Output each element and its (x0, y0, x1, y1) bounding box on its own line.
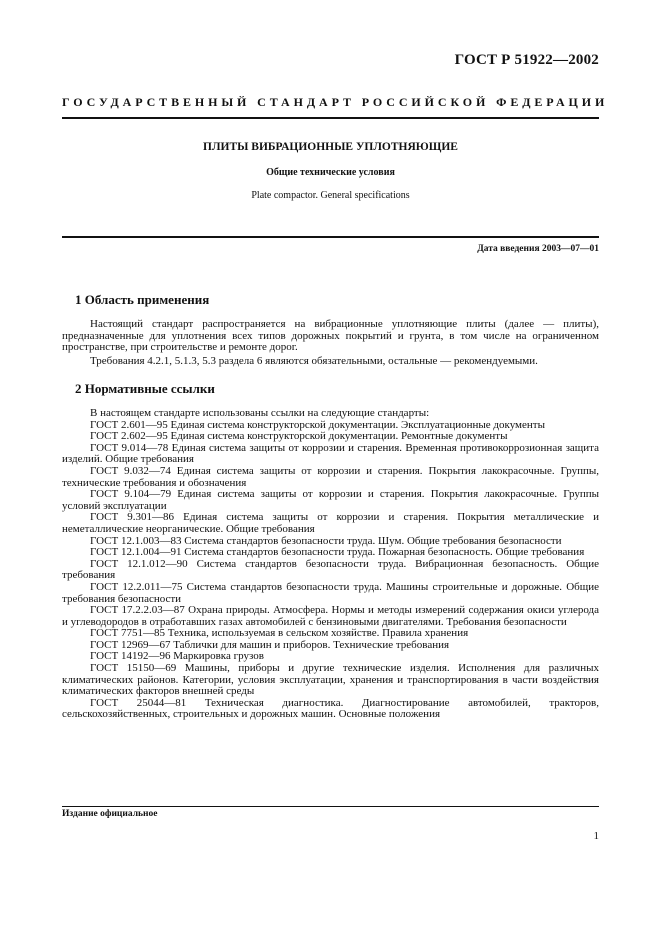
reference-item: ГОСТ 7751—85 Техника, используемая в сельском хозяйстве. Правила хранения (90, 627, 469, 640)
reference-item: ГОСТ 9.032—74 Единая система защиты от коррозии и старения. Покрытия лакокрасочные. Группы, технические требования и обозначения (62, 464, 599, 489)
reference-item: ГОСТ 9.014—78 Единая система защиты от коррозии и старения. Временная противокоррозионная защита изделий. Общие требования (62, 441, 599, 466)
standard-name: ГОСУДАРСТВЕННЫЙ СТАНДАРТ РОССИЙСКОЙ ФЕДЕРАЦИИ (62, 95, 609, 109)
header-rule (62, 117, 599, 119)
scope-paragraph: Настоящий стандарт распространяется на вибрационные уплотняющие плиты (далее — плиты), предназначенные для уплотнения всех типов дорожных покрытий и грунта, в том числе на ограниченном пространстве, при строительстве и ремонте дорог. (62, 318, 599, 354)
reference-item: ГОСТ 25044—81 Техническая диагностика. Диагностирование автомобилей, тракторов, сельскохозяйственных, строительных и дорожных машин. Основные положения (62, 696, 599, 721)
references-list (62, 408, 599, 721)
document-title: ПЛИТЫ ВИБРАЦИОННЫЕ УПЛОТНЯЮЩИЕ (203, 141, 458, 153)
section-heading-scope: 1 Область применения (75, 292, 210, 307)
reference-item: ГОСТ 17.2.2.03—87 Охрана природы. Атмосфера. Нормы и методы измерений содержания окиси углерода и углеводородов в отработавших газах автомобилей с бензиновыми двигателями. Требования безопасности (62, 604, 599, 628)
reference-item: ГОСТ 9.104—79 Единая система защиты от коррозии и старения. Покрытия лакокрасочные. Группы условий эксплуатации (62, 488, 599, 512)
edition-note: Издание официальное (62, 809, 158, 819)
english-title: Plate compactor. General specifications (251, 190, 410, 201)
scope-paragraph: Требования 4.2.1, 5.1.3, 5.3 раздела 6 являются обязательными, остальные — рекомендуемыми. (90, 355, 538, 367)
reference-item: ГОСТ 12.1.004—91 Система стандартов безопасности труда. Пожарная безопасность. Общие требования (90, 546, 585, 559)
reference-item: ГОСТ 9.301—86 Единая система защиты от коррозии и старения. Покрытия металлические и неметаллические неорганические. Общие требования (62, 511, 599, 535)
section-heading-references: 2 Нормативные ссылки (75, 381, 215, 396)
standard-code: ГОСТ Р 51922—2002 (454, 52, 599, 68)
reference-item: ГОСТ 15150—69 Машины, приборы и другие технические изделия. Исполнения для различных климатических районов. Категории, условия эксплуатации, хранения и транспортирования в части воздействия климатических факторов внешней среды (62, 662, 599, 698)
reference-item: ГОСТ 2.602—95 Единая система конструкторской документации. Ремонтные документы (90, 430, 508, 443)
title-rule (62, 236, 599, 238)
footer-rule (62, 806, 599, 807)
reference-item: ГОСТ 12.1.003—83 Система стандартов безопасности труда. Шум. Общие требования безопасности (90, 534, 562, 547)
reference-item: ГОСТ 12.1.012—90 Система стандартов безопасности труда. Вибрационная безопасность. Общие требования (62, 557, 599, 582)
reference-item: ГОСТ 12.2.011—75 Система стандартов безопасности труда. Машины строительные и дорожные. Общие требования безопасности (62, 580, 599, 605)
introduction-date: Дата введения 2003—07—01 (477, 244, 599, 254)
reference-item: ГОСТ 14192—96 Маркировка грузов (90, 650, 264, 663)
reference-item: ГОСТ 12969—67 Таблички для машин и приборов. Технические требования (90, 638, 450, 651)
document-subtitle: Общие технические условия (266, 167, 395, 178)
reference-item: ГОСТ 2.601—95 Единая система конструкторской документации. Эксплуатационные документы (90, 418, 545, 431)
reference-intro: В настоящем стандарте использованы ссылки на следующие стандарты: (90, 407, 430, 419)
page-number: 1 (593, 830, 599, 842)
